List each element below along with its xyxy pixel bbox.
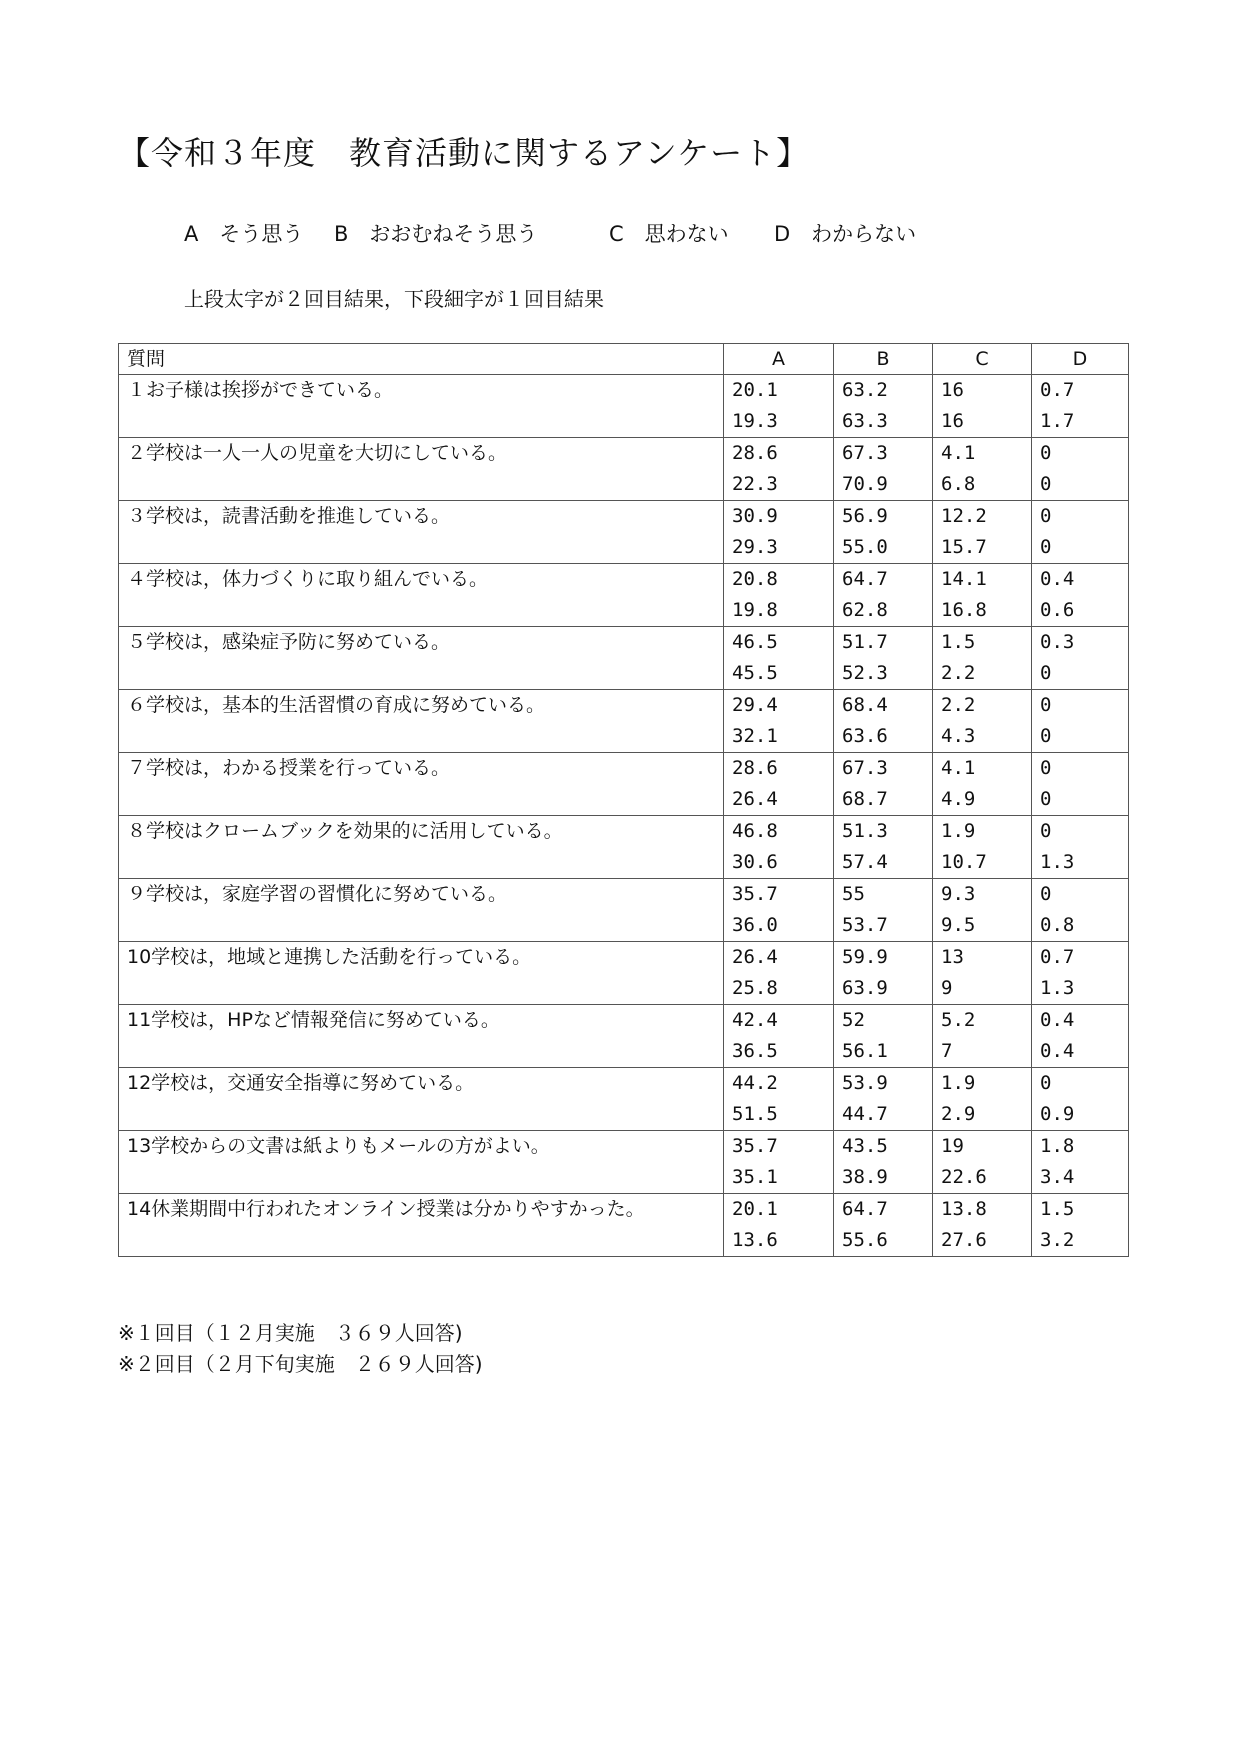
value-b-second: 55	[834, 879, 933, 911]
question-cell: ８学校はクロームブックを効果的に活用している。	[119, 816, 724, 879]
value-b-first: 53.7	[834, 910, 933, 942]
value-b-first: 63.6	[834, 721, 933, 753]
value-a-first: 26.4	[724, 784, 834, 816]
value-a-first: 30.6	[724, 847, 834, 879]
value-d-first: 3.4	[1032, 1162, 1129, 1194]
value-b-first: 38.9	[834, 1162, 933, 1194]
value-a-second: 46.8	[724, 816, 834, 848]
value-c-first: 15.7	[933, 532, 1032, 564]
value-c-second: 14.1	[933, 564, 1032, 596]
value-d-second: 0.4	[1032, 1005, 1129, 1037]
question-cell: ４学校は，体力づくりに取り組んでいる。	[119, 564, 724, 627]
value-d-first: 0.9	[1032, 1099, 1129, 1131]
value-b-first: 63.3	[834, 406, 933, 438]
question-cell: 13学校からの文書は紙よりもメールの方がよい。	[119, 1131, 724, 1194]
value-d-second: 0	[1032, 501, 1129, 533]
value-d-second: 0.3	[1032, 627, 1129, 659]
value-d-first: 0	[1032, 721, 1129, 753]
value-c-first: 10.7	[933, 847, 1032, 879]
value-b-first: 63.9	[834, 973, 933, 1005]
value-b-first: 57.4	[834, 847, 933, 879]
value-b-first: 70.9	[834, 469, 933, 501]
value-a-second: 42.4	[724, 1005, 834, 1037]
value-c-second: 13	[933, 942, 1032, 974]
table-row-upper	[119, 816, 1129, 848]
value-c-first: 9.5	[933, 910, 1032, 942]
value-d-second: 0.4	[1032, 564, 1129, 596]
footnote-second-survey: ※２回目（２月下旬実施 ２６９人回答)	[118, 1352, 483, 1376]
value-a-second: 28.6	[724, 753, 834, 785]
value-a-first: 29.3	[724, 532, 834, 564]
value-c-first: 2.2	[933, 658, 1032, 690]
value-d-first: 0	[1032, 658, 1129, 690]
value-c-second: 1.9	[933, 1068, 1032, 1100]
value-a-first: 19.3	[724, 406, 834, 438]
value-b-second: 68.4	[834, 690, 933, 722]
question-cell: ２学校は一人一人の児童を大切にしている。	[119, 438, 724, 501]
value-c-second: 2.2	[933, 690, 1032, 722]
survey-results-table	[118, 343, 1129, 1257]
value-c-first: 6.8	[933, 469, 1032, 501]
value-b-first: 55.0	[834, 532, 933, 564]
table-row-upper	[119, 690, 1129, 722]
value-d-second: 1.8	[1032, 1131, 1129, 1163]
question-cell: １お子様は挨拶ができている。	[119, 375, 724, 438]
value-a-first: 36.0	[724, 910, 834, 942]
value-a-first: 19.8	[724, 595, 834, 627]
value-c-second: 9.3	[933, 879, 1032, 911]
value-d-second: 0	[1032, 1068, 1129, 1100]
value-d-second: 0	[1032, 753, 1129, 785]
value-b-second: 67.3	[834, 753, 933, 785]
table-row-upper	[119, 1194, 1129, 1226]
value-b-second: 52	[834, 1005, 933, 1037]
footnotes	[118, 1318, 483, 1380]
value-d-first: 1.7	[1032, 406, 1129, 438]
table-row-upper	[119, 627, 1129, 659]
value-c-first: 27.6	[933, 1225, 1032, 1257]
header-question: 質問	[119, 344, 724, 375]
question-cell: ７学校は，わかる授業を行っている。	[119, 753, 724, 816]
value-b-first: 56.1	[834, 1036, 933, 1068]
row-order-note: 上段太字が２回目結果，下段細字が１回目結果	[184, 287, 604, 311]
legend-d: D わからない	[774, 222, 917, 246]
value-a-first: 22.3	[724, 469, 834, 501]
value-a-first: 25.8	[724, 973, 834, 1005]
table-row-upper	[119, 438, 1129, 470]
value-c-first: 4.9	[933, 784, 1032, 816]
value-d-second: 0.7	[1032, 942, 1129, 974]
value-a-first: 32.1	[724, 721, 834, 753]
table-row-upper	[119, 1131, 1129, 1163]
value-a-second: 35.7	[724, 1131, 834, 1163]
table-header-row	[119, 344, 1129, 375]
value-d-second: 0	[1032, 690, 1129, 722]
value-b-first: 44.7	[834, 1099, 933, 1131]
value-a-second: 20.8	[724, 564, 834, 596]
value-d-second: 0	[1032, 816, 1129, 848]
value-a-second: 20.1	[724, 375, 834, 407]
value-b-second: 64.7	[834, 1194, 933, 1226]
legend-a: A そう思う	[184, 222, 304, 246]
value-a-second: 28.6	[724, 438, 834, 470]
question-cell: ５学校は，感染症予防に努めている。	[119, 627, 724, 690]
value-d-second: 1.5	[1032, 1194, 1129, 1226]
value-b-first: 62.8	[834, 595, 933, 627]
question-cell: ９学校は，家庭学習の習慣化に努めている。	[119, 879, 724, 942]
table-row-upper	[119, 942, 1129, 974]
value-a-second: 20.1	[724, 1194, 834, 1226]
value-b-second: 67.3	[834, 438, 933, 470]
value-a-second: 26.4	[724, 942, 834, 974]
table-row-upper	[119, 1068, 1129, 1100]
value-c-first: 16.8	[933, 595, 1032, 627]
footnote-first-survey: ※１回目（１２月実施 ３６９人回答)	[118, 1321, 463, 1345]
value-c-first: 7	[933, 1036, 1032, 1068]
page-title: 【令和３年度 教育活動に関するアンケート】	[118, 134, 810, 172]
value-b-second: 53.9	[834, 1068, 933, 1100]
value-b-second: 59.9	[834, 942, 933, 974]
value-b-second: 56.9	[834, 501, 933, 533]
value-d-first: 3.2	[1032, 1225, 1129, 1257]
value-d-first: 0.4	[1032, 1036, 1129, 1068]
table-row-upper	[119, 375, 1129, 407]
value-d-first: 1.3	[1032, 973, 1129, 1005]
table-row-upper	[119, 879, 1129, 911]
table-row-upper	[119, 501, 1129, 533]
value-a-second: 30.9	[724, 501, 834, 533]
value-b-second: 51.3	[834, 816, 933, 848]
value-c-first: 22.6	[933, 1162, 1032, 1194]
value-c-first: 16	[933, 406, 1032, 438]
header-a: A	[724, 344, 834, 375]
value-d-first: 0.8	[1032, 910, 1129, 942]
value-a-second: 46.5	[724, 627, 834, 659]
value-a-first: 13.6	[724, 1225, 834, 1257]
value-a-second: 35.7	[724, 879, 834, 911]
table-row-upper	[119, 753, 1129, 785]
value-b-first: 52.3	[834, 658, 933, 690]
value-c-second: 13.8	[933, 1194, 1032, 1226]
value-d-first: 0.6	[1032, 595, 1129, 627]
value-c-first: 2.9	[933, 1099, 1032, 1131]
value-d-first: 0	[1032, 784, 1129, 816]
header-d: D	[1032, 344, 1129, 375]
header-b: B	[834, 344, 933, 375]
value-c-first: 4.3	[933, 721, 1032, 753]
value-a-second: 29.4	[724, 690, 834, 722]
value-b-second: 64.7	[834, 564, 933, 596]
value-d-first: 0	[1032, 532, 1129, 564]
value-d-first: 0	[1032, 469, 1129, 501]
value-d-first: 1.3	[1032, 847, 1129, 879]
value-a-first: 51.5	[724, 1099, 834, 1131]
table-row-upper	[119, 1005, 1129, 1037]
value-a-first: 35.1	[724, 1162, 834, 1194]
value-c-second: 19	[933, 1131, 1032, 1163]
legend-b: B おおむねそう思う	[334, 222, 538, 246]
value-c-second: 12.2	[933, 501, 1032, 533]
question-cell: 11学校は，HPなど情報発信に努めている。	[119, 1005, 724, 1068]
value-c-second: 16	[933, 375, 1032, 407]
value-c-second: 4.1	[933, 438, 1032, 470]
value-b-first: 55.6	[834, 1225, 933, 1257]
value-c-second: 4.1	[933, 753, 1032, 785]
question-cell: ３学校は，読書活動を推進している。	[119, 501, 724, 564]
answer-legend	[184, 218, 916, 248]
value-c-second: 5.2	[933, 1005, 1032, 1037]
value-d-second: 0.7	[1032, 375, 1129, 407]
table-body	[119, 375, 1129, 1257]
value-b-second: 63.2	[834, 375, 933, 407]
value-a-second: 44.2	[724, 1068, 834, 1100]
value-b-first: 68.7	[834, 784, 933, 816]
value-b-second: 51.7	[834, 627, 933, 659]
question-cell: 14休業期間中行われたオンライン授業は分かりやすかった。	[119, 1194, 724, 1257]
value-a-first: 45.5	[724, 658, 834, 690]
value-c-second: 1.9	[933, 816, 1032, 848]
value-a-first: 36.5	[724, 1036, 834, 1068]
question-cell: 12学校は，交通安全指導に努めている。	[119, 1068, 724, 1131]
value-c-first: 9	[933, 973, 1032, 1005]
header-c: C	[933, 344, 1032, 375]
question-cell: 10学校は，地域と連携した活動を行っている。	[119, 942, 724, 1005]
value-b-second: 43.5	[834, 1131, 933, 1163]
value-d-second: 0	[1032, 879, 1129, 911]
value-d-second: 0	[1032, 438, 1129, 470]
value-c-second: 1.5	[933, 627, 1032, 659]
table-row-upper	[119, 564, 1129, 596]
question-cell: ６学校は，基本的生活習慣の育成に努めている。	[119, 690, 724, 753]
legend-c: C 思わない	[609, 222, 729, 246]
